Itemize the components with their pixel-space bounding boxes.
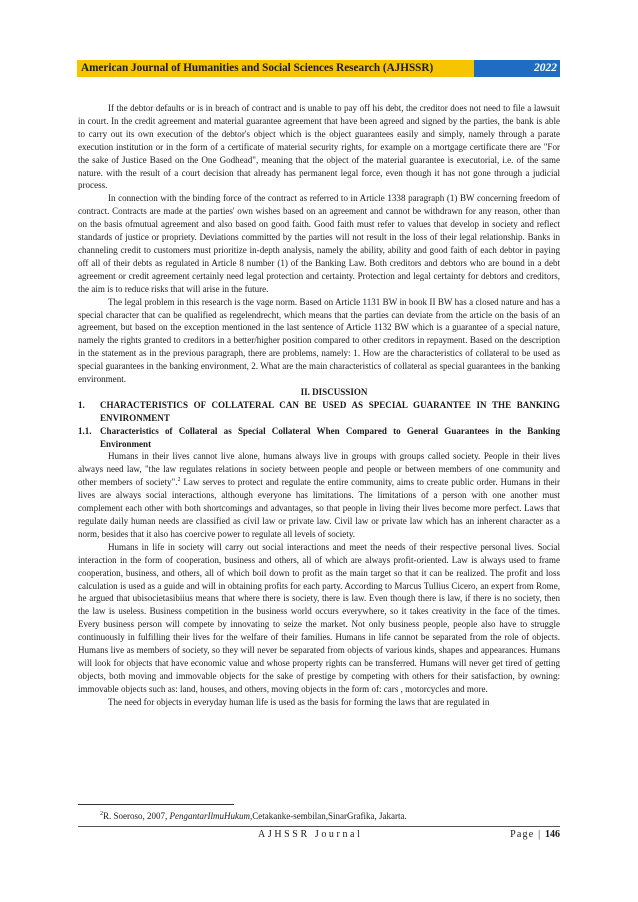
footnote-text: R. Soeroso, 2007, [103,811,170,821]
paragraph: If the debtor defaults or is in breach of contract and is unable to pay off his debt, the creditor does not need to file a lawsuit in court. In the credit agreement and material guarantee agreement that have been agreed and signed by the parties, the bank is able to carry out its own execution of the debtor's object which is the object guarantees easily and simply, namely through a parate execution institution or in the form of a certificate of material security rights, for example on a mortgage certificate there are "For the sake of Justice Based on the One Godhead", meaning that the object of the material guarantee is executorial, i.e. of the same nature. with the result of a court decision that already has permanent legal force, even though it has not gone through a judicial process. [78,103,560,191]
footnote-number: 2 [100,811,103,817]
heading-text: CHARACTERISTICS OF COLLATERAL CAN BE USED AS SPECIAL GUARANTEE IN THE BANKING ENVIRONMENT [100,399,560,423]
heading-number: 1. [78,399,85,410]
paragraph: The legal problem in this research is the vage norm. Based on Article 1131 BW in book II BW has a closed nature and has a special character that can be qualified as regelendrecht, which means that the parties can deviate from the article on the basis of an agreement, but based on the exception mentioned in the last sentence of Article 1132 BW which is a guarantee of a special nature, namely the rights granted to creditors in a better/higher position compared to other creditors in repayment. Based on the description in the statement as in the previous paragraph, there are problems, namely: 1. How are the characteristics of collateral to be used as special guarantees in the banking environment, 2. What are the main characteristics of collateral as special guarantees in the banking environment. [78,296,560,385]
journal-year: 2022 [474,60,560,77]
footnote-reference[interactable]: 2 [177,477,181,484]
heading-number: 1.1. [78,425,92,436]
paragraph-text: Law serves to protect and regulate the entire community, aims to create public order. Humans in their lives are always social interactions, although everyone has limitations. The limitations of a person with one another must complement each other with both shortcomings and advantages, so that people in living their lives become more perfect. Laws that regulate daily human needs are classified as civil law or private law. Civil law or private law which has an inherent character as a norm, besides that it also has coercive power to regulate all levels of society. [78,477,560,539]
journal-name: American Journal of Humanities and Social Sciences Research (AJHSSR) [77,60,474,77]
section-title: II. DISCUSSION [300,386,368,397]
page-number-value: 146 [545,829,560,840]
page-footer [78,826,560,841]
page-label: Page | [510,829,542,840]
footnote [100,810,407,822]
footnote-text: ,Cetakanke-sembilan,SinarGrafika, Jakarta. [250,811,407,821]
paragraph [78,450,560,540]
footer-journal: AJHSSR Journal [258,829,363,840]
page-number [510,828,560,842]
article-body [78,102,560,709]
paragraph-text: Humans in their lives cannot live alone, humans always live in groups with groups called society. People in their lives always need law, "the law regulates relations in society between people and people or between members of one community and other members of society". [78,451,560,488]
footnote-divider [78,804,234,805]
heading-level-1 [78,399,560,425]
footnote-title: PengantarIlmuHukum [169,811,251,821]
paragraph: In connection with the binding force of the contract as referred to in Article 1338 paragraph (1) BW concerning freedom of contract. Contracts are made at the parties' own wishes based on an agreement and cannot be withdrawn for any reason, other than on the basis ofmutual agreement and also based on good faith. Good faith must refer to values that develop in society and reflect standards of justice or propriety. Deviations committed by the parties will not result in the loss of their legal relationship. Banks in channeling credit to customers must prioritize in-depth analysis, namely the ability, ability and good faith of each debtor in paying off all of their debts as regulated in Article 8 number (1) of the Banking Law. Both creditors and debtors who are bound in a debt agreement or credit agreement certainly need legal protection and certainty. Protection and legal certainty for debtors and creditors, the aim is to reduce risks that will arise in the future. [78,193,560,294]
heading-text: Characteristics of Collateral as Special Collateral When Compared to General Guarantees in the Banking Environment [100,425,560,449]
heading-level-2 [78,425,560,451]
paragraph: The need for objects in everyday human life is used as the basis for forming the laws that are regulated in [108,696,490,707]
journal-header [77,60,560,77]
paragraph: Humans in life in society will carry out social interactions and meet the needs of their respective personal lives. Social interaction in the form of cooperation, business and others, all of which are always profit-oriented. Law is always used to frame cooperation, business, and others, all of which boil down to profit as the main target so that it can be realized. The profit and loss calculation is used as a guide and will in obtaining profits for each party. According to Marcus Tullius Cicero, an expert from Rome, he argued that ubisocietasibiius means that where there is society, there is law. Even though there is law, if there is no society, then the law is useless. Business competition in the business world occurs everywhere, so it takes creativity in the face of the times. Every business person will compete by innovating to seize the market. Not only business people, people also have to struggle continuously in fulfilling their lives for the welfare of their families. Humans in life cannot be separated from the role of objects. Humans live as members of society, so they will never be separated from objects of various kinds, shapes and appearances. Humans will look for objects that have economic value and whose property rights can be transferred. Humans will never get tired of getting objects, both moving and immovable objects for the sake of prestige by competing with others for their satisfaction, by owning: immovable objects such as: land, houses, and others, moving objects in the form of: cars , motorcycles and more. [78,541,560,694]
